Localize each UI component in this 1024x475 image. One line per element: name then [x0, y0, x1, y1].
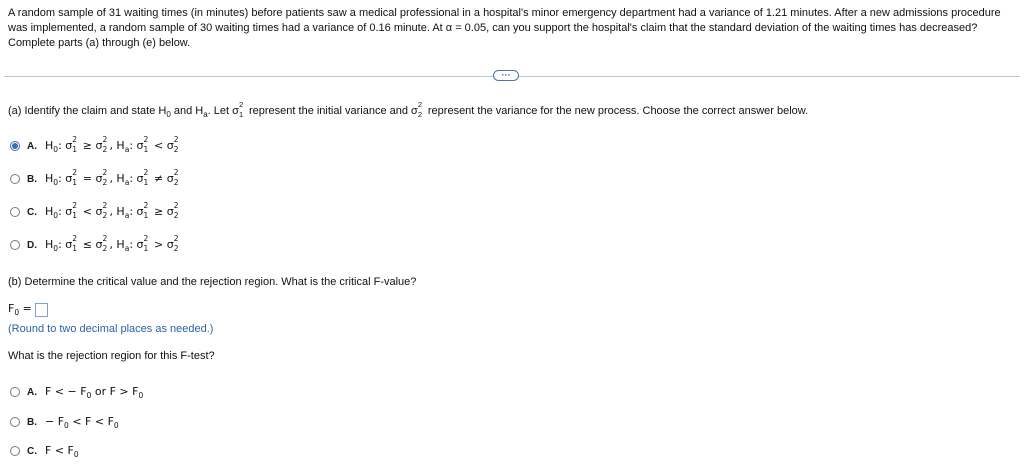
option-d[interactable]: D. $H_0$: σ 2 1 ≤ σ 2 2 , $H_a$: σ 2 1 > σ 2 2: [10, 236, 181, 254]
rejection-option-a[interactable]: A. F < − $F_0$ or $F > F_0$: [10, 383, 143, 401]
expand-more-button[interactable]: ···: [493, 70, 519, 81]
radio-rejection-a[interactable]: [10, 387, 20, 397]
rounding-hint: (Round to two decimal places as needed.): [8, 323, 214, 335]
critical-f-row: $F_0$ =: [8, 302, 48, 317]
rejection-option-b[interactable]: B. − $F_0 < F < F_0$: [10, 413, 119, 431]
rejection-option-c-text: $F < F_0$: [45, 443, 79, 459]
part-b-question: (b) Determine the critical value and the rejection region. What is the critical F-value?: [8, 276, 417, 288]
rejection-option-c[interactable]: C. $F < F_0$: [10, 442, 79, 460]
rejection-option-a-text: F < − $F_0$ or $F > F_0$: [45, 384, 144, 400]
option-c-hypotheses: $H_0$: σ 2 1 < σ 2 2 , $H_a$: σ 2 1 ≥ σ 2 2: [45, 200, 179, 220]
radio-c[interactable]: [10, 207, 20, 217]
rejection-option-b-text: − $F_0 < F < F_0$: [45, 414, 119, 430]
radio-d[interactable]: [10, 240, 20, 250]
radio-b[interactable]: [10, 174, 20, 184]
option-d-hypotheses: $H_0$: σ 2 1 ≤ σ 2 2 , $H_a$: σ 2 1 > σ 2 2: [45, 233, 179, 253]
radio-rejection-c[interactable]: [10, 446, 20, 456]
rejection-region-question: What is the rejection region for this F-test?: [8, 350, 215, 362]
part-a-question: (a) Identify the claim and state $H_0$ and $H_a$. Let σ 2 1 represent the initial variance and σ 2 2 represent the variance for the new process. Choose the correct answer below.: [8, 100, 809, 119]
option-b[interactable]: B. $H_0$: σ 2 1 = σ 2 2 , $H_a$: σ 2 1 ≠ σ 2 2: [10, 170, 181, 188]
critical-f-input[interactable]: [35, 303, 48, 317]
option-a[interactable]: A. $H_0$: σ 2 1 ≥ σ 2 2 , $H_a$: σ 2 1 < σ 2 2: [10, 137, 181, 155]
radio-a[interactable]: [10, 141, 20, 151]
option-a-hypotheses: $H_0$: σ 2 1 ≥ σ 2 2 , $H_a$: σ 2 1 < σ 2 2: [45, 134, 179, 154]
problem-statement: A random sample of 31 waiting times (in minutes) before patients saw a medical professional in a hospital's minor emergency department had a variance of 1.21 minutes. After a new admissions procedure was implemented, a random sample of 30 waiting times had a variance of 0.16 minute. At α = 0.05, can you support the hospital's claim that the standard deviation of the waiting times has decreased? Complete parts (a) through (e) below.: [8, 7, 1001, 49]
radio-rejection-b[interactable]: [10, 417, 20, 427]
option-c[interactable]: C. $H_0$: σ 2 1 < σ 2 2 , $H_a$: σ 2 1 ≥ σ 2 2: [10, 203, 181, 221]
option-b-hypotheses: $H_0$: σ 2 1 = σ 2 2 , $H_a$: σ 2 1 ≠ σ 2 2: [45, 167, 179, 187]
